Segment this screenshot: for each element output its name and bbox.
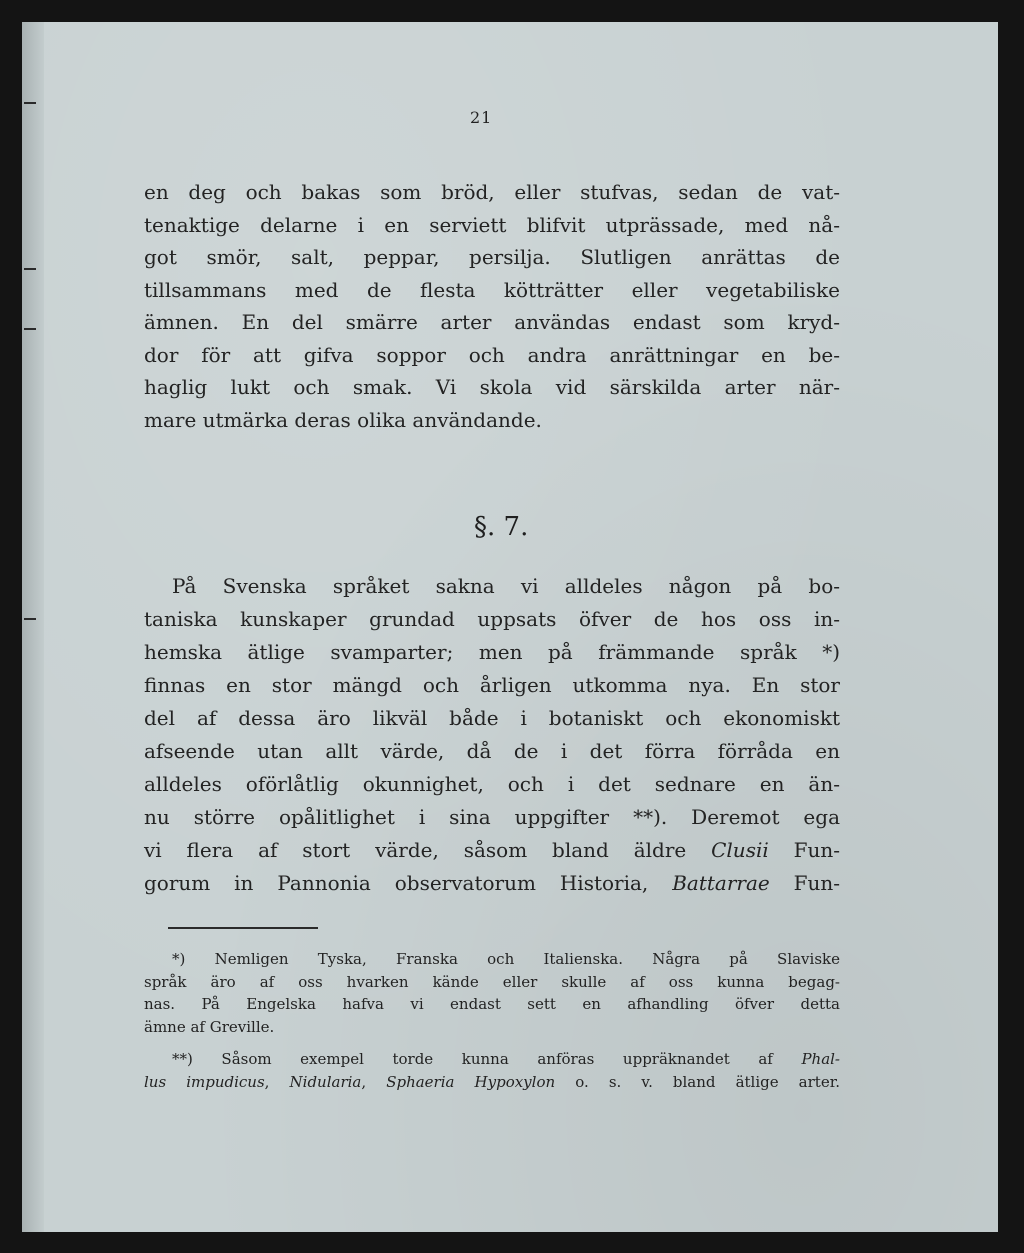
italic-species-name: lus impudicus bbox=[144, 1072, 265, 1091]
footnote-line: lus impudicus, Nidularia, Sphaeria Hypoxylon o. s. v. bland ätlige arter. bbox=[144, 1072, 840, 1091]
text-line: finnas en stor mängd och årligen utkomma nya. En stor bbox=[144, 673, 840, 697]
text-line: haglig lukt och smak. Vi skola vid särskilda arter när- bbox=[144, 375, 840, 399]
text-line: en deg och bakas som bröd, eller stufvas, sedan de vat- bbox=[144, 180, 840, 204]
page-number: 21 bbox=[470, 108, 493, 127]
text-line: nu större opålitlighet i sina uppgifter **). Deremot ega bbox=[144, 805, 840, 829]
text-line: tenaktige delarne i en serviett blifvit utprässade, med nå- bbox=[144, 212, 840, 237]
italic-species-name: Sphaeria Hypoxylon bbox=[386, 1072, 556, 1091]
italic-author-name: Battarrae bbox=[672, 871, 770, 895]
gutter-mark bbox=[24, 328, 36, 330]
footnote-line: ämne af Greville. bbox=[144, 1017, 275, 1036]
text-line bbox=[144, 867, 840, 900]
text-line: taniska kunskaper grundad uppsats öfver de hos oss in- bbox=[144, 607, 840, 631]
footnotes bbox=[144, 948, 840, 1093]
text-line: dor för att gifva soppor och andra anrättningar en be- bbox=[144, 342, 840, 367]
text-line: hemska ätlige svamparter; men på främmande språk *) bbox=[144, 640, 840, 664]
text-run: Fun- bbox=[793, 838, 841, 862]
text-run: **) Såsom exempel torde kunna anföras uppräknandet af bbox=[172, 1050, 773, 1068]
footnote-divider bbox=[168, 927, 318, 929]
text-line bbox=[144, 834, 840, 867]
book-page bbox=[22, 22, 998, 1232]
italic-author-name: Clusii bbox=[711, 838, 769, 862]
gutter-mark bbox=[24, 618, 36, 620]
text-line: del af dessa äro likväl både i botaniskt och ekonomiskt bbox=[144, 706, 840, 730]
footnote-line: språk äro af oss hvarken kände eller skulle af oss kunna begag- bbox=[144, 972, 840, 991]
section-heading: §. 7. bbox=[474, 512, 529, 542]
italic-species-name: Nidularia bbox=[289, 1072, 362, 1091]
text-run: gorum in Pannonia observatorum Historia, bbox=[144, 871, 649, 895]
text-line: tillsammans med de flesta kötträtter eller vegetabiliske bbox=[144, 277, 840, 302]
text-line: got smör, salt, peppar, persilja. Slutligen anrättas de bbox=[144, 245, 840, 269]
italic-species-name: Phal- bbox=[801, 1050, 840, 1068]
text-line: alldeles oförlåtlig okunnighet, och i det sednare en än- bbox=[144, 772, 840, 796]
gutter-mark bbox=[24, 102, 36, 104]
paragraph-1 bbox=[144, 176, 840, 436]
footnote-spacer bbox=[144, 1038, 840, 1048]
text-line: mare utmärka deras olika användande. bbox=[144, 407, 542, 432]
text-line: På Svenska språket sakna vi alldeles någon på bo- bbox=[172, 574, 840, 598]
footnote-line bbox=[144, 1048, 840, 1071]
text-run: Fun- bbox=[793, 871, 841, 895]
page-gutter bbox=[22, 22, 44, 1232]
footnote-line: nas. På Engelska hafva vi endast sett en afhandling öfver detta bbox=[144, 995, 840, 1013]
gutter-mark bbox=[24, 268, 36, 270]
paragraph-2 bbox=[144, 570, 840, 900]
text-line: ämnen. En del smärre arter användas endast som kryd- bbox=[144, 310, 840, 334]
text-run: o. s. v. bland ätlige arter. bbox=[575, 1072, 840, 1091]
text-run: vi flera af stort värde, såsom bland äldre bbox=[144, 838, 687, 862]
footnote-line: *) Nemligen Tyska, Franska och Italienska. Några på Slaviske bbox=[172, 950, 840, 968]
text-line: afseende utan allt värde, då de i det förra förråda en bbox=[144, 739, 840, 763]
